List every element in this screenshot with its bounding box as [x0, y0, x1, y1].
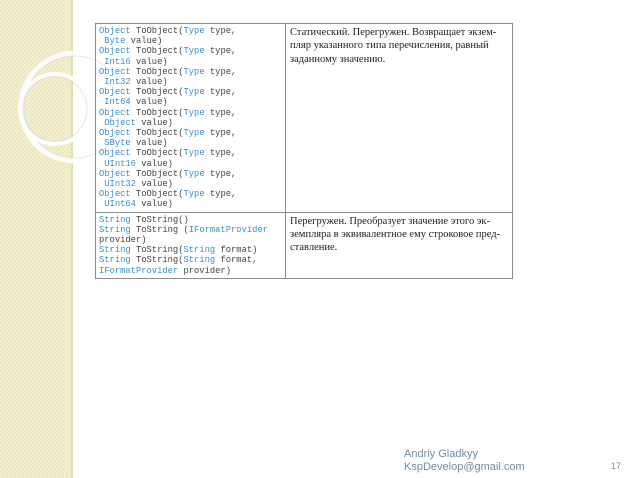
code-text: type,	[204, 87, 237, 98]
code-type-keyword: Object	[99, 66, 131, 77]
code-line	[99, 67, 282, 77]
code-text: ToObject(	[130, 87, 184, 98]
code-type-keyword: String	[183, 255, 216, 266]
code-text: ToString()	[130, 214, 189, 225]
code-text: value)	[130, 97, 168, 108]
code-text: type,	[204, 128, 237, 139]
code-type-keyword: Object	[99, 107, 131, 118]
code-text: value)	[135, 158, 173, 169]
code-line	[99, 179, 282, 189]
code-type-keyword: Type	[183, 87, 205, 98]
code-text: type,	[204, 26, 237, 36]
code-text: ToString(	[130, 255, 184, 266]
code-type-keyword: String	[99, 255, 131, 266]
description-line: Перегружен. Преобразует значение этого эк-	[290, 215, 490, 227]
code-type-keyword: Int16	[104, 56, 131, 67]
code-type-keyword: Object	[99, 168, 131, 179]
code-text: ToObject(	[130, 128, 184, 139]
code-line	[99, 148, 282, 158]
code-line	[99, 118, 282, 128]
code-type-keyword: IFormatProvider	[99, 265, 179, 276]
code-type-keyword: UInt32	[104, 179, 136, 190]
code-type-keyword: UInt16	[104, 158, 136, 169]
code-line	[99, 159, 282, 169]
method-description-cell	[286, 212, 513, 278]
code-line	[99, 189, 282, 199]
code-line	[99, 235, 282, 245]
code-text: value)	[125, 36, 163, 47]
code-type-keyword: Object	[99, 189, 131, 200]
description-line: пляр указанного типа перечисления, равный	[290, 40, 489, 52]
code-text: type,	[204, 189, 237, 200]
code-line	[99, 108, 282, 118]
code-text: ToObject(	[130, 107, 184, 118]
code-text: provider)	[99, 235, 147, 246]
description-line: заданному значению.	[290, 53, 386, 65]
code-type-keyword: UInt64	[104, 199, 136, 210]
code-line	[99, 26, 282, 36]
code-type-keyword: Type	[183, 189, 205, 200]
code-text: ToString (	[130, 224, 189, 235]
code-type-keyword: Object	[99, 128, 131, 139]
code-type-keyword: Type	[183, 107, 205, 118]
code-line	[99, 266, 282, 276]
code-text: format)	[215, 245, 258, 256]
footer-author: Andriy Gladkyy	[404, 448, 478, 460]
code-type-keyword: SByte	[104, 138, 131, 149]
code-text: value)	[130, 56, 168, 67]
code-type-keyword: Object	[104, 117, 136, 128]
description-line: земпляра в эквивалентное ему строковое пред-	[290, 229, 501, 241]
table-row	[96, 24, 513, 213]
description-line: Статический. Перегружен. Возвращает экзем-	[290, 27, 497, 38]
code-line	[99, 245, 282, 255]
code-type-keyword: Type	[183, 46, 205, 57]
code-type-keyword: Object	[99, 46, 131, 57]
method-signatures-cell	[96, 212, 286, 278]
code-text: type,	[204, 46, 237, 57]
code-type-keyword: Type	[183, 26, 205, 36]
code-text: ToObject(	[130, 46, 184, 57]
code-text: type,	[204, 148, 237, 159]
code-text: ToObject(	[130, 148, 184, 159]
code-type-keyword: Int64	[104, 97, 131, 108]
table-row	[96, 212, 513, 278]
code-type-keyword: Type	[183, 66, 205, 77]
code-text: type,	[204, 168, 237, 179]
code-type-keyword: Type	[183, 148, 205, 159]
code-text: value)	[135, 179, 173, 190]
code-type-keyword: Object	[99, 87, 131, 98]
code-line	[99, 97, 282, 107]
code-text: ToObject(	[130, 189, 184, 200]
method-description	[290, 215, 508, 255]
code-type-keyword: Byte	[104, 36, 126, 47]
code-line	[99, 199, 282, 209]
code-line	[99, 138, 282, 148]
code-type-keyword: Object	[99, 26, 131, 36]
method-table	[95, 23, 513, 279]
code-text: ToString(	[130, 245, 184, 256]
code-text: ToObject(	[130, 66, 184, 77]
code-type-keyword: Type	[183, 128, 205, 139]
code-text: value)	[135, 199, 173, 210]
code-line	[99, 215, 282, 225]
code-line	[99, 77, 282, 87]
code-type-keyword: Type	[183, 168, 205, 179]
code-type-keyword: String	[183, 245, 216, 256]
code-text: ToObject(	[130, 26, 184, 36]
code-type-keyword: Object	[99, 148, 131, 159]
code-line	[99, 36, 282, 46]
code-text: value)	[130, 77, 168, 88]
code-type-keyword: Int32	[104, 77, 131, 88]
code-line	[99, 225, 282, 235]
code-text: ToObject(	[130, 168, 184, 179]
deco-circle-small-outline	[23, 77, 87, 141]
code-text: type,	[204, 66, 237, 77]
code-type-keyword: String	[99, 245, 131, 256]
method-description-cell	[286, 24, 513, 213]
method-description	[290, 26, 508, 66]
method-signatures-cell	[96, 24, 286, 213]
code-text: type,	[204, 107, 237, 118]
code-line	[99, 46, 282, 56]
description-line: ставление.	[290, 242, 338, 254]
page-number: 17	[611, 461, 622, 471]
code-text: value)	[135, 117, 173, 128]
code-type-keyword: IFormatProvider	[188, 224, 268, 235]
code-text: value)	[130, 138, 168, 149]
code-type-keyword: String	[99, 224, 131, 235]
code-line	[99, 255, 282, 265]
code-text: provider)	[178, 265, 231, 276]
deco-circle-small	[20, 74, 90, 144]
code-line	[99, 87, 282, 97]
code-type-keyword: String	[99, 214, 131, 225]
footer-email: KspDevelop@gmail.com	[404, 461, 525, 473]
code-text: format,	[215, 255, 258, 266]
code-line	[99, 128, 282, 138]
code-line	[99, 169, 282, 179]
code-line	[99, 57, 282, 67]
